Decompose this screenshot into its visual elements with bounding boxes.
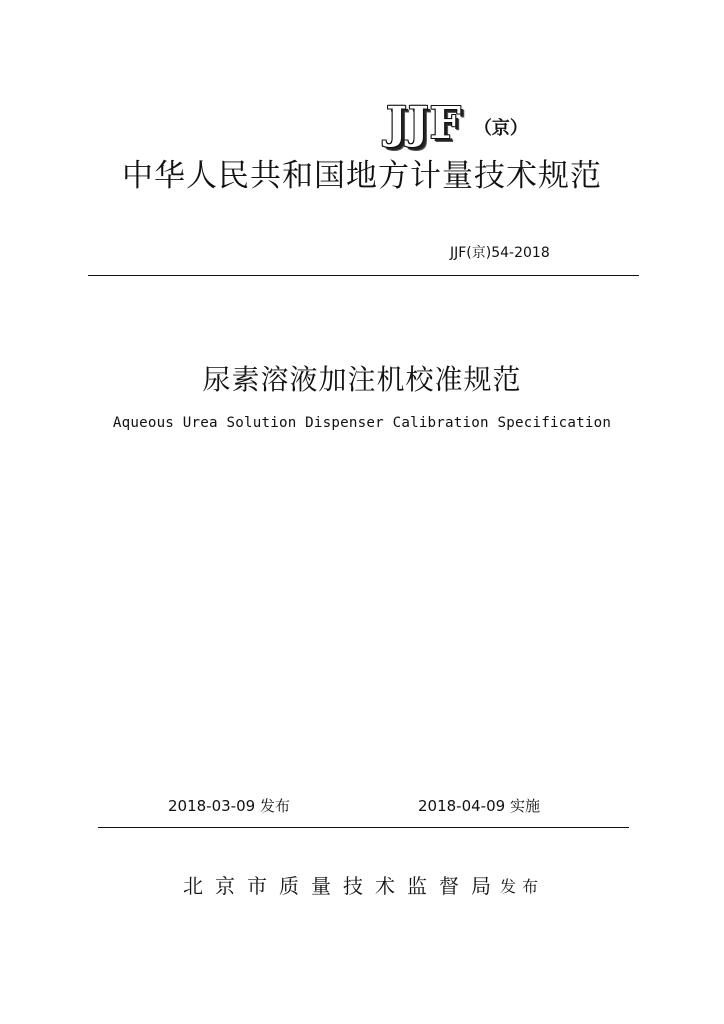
standard-code: JJF(京)54-2018 [450,245,550,261]
publish-date: 2018-03-09 发布 [168,797,290,815]
document-title: 尿素溶液加注机校准规范 [202,363,522,396]
jjf-logo [386,96,528,149]
bottom-divider [98,827,629,828]
top-divider [88,275,639,276]
document-title-english: Aqueous Urea Solution Dispenser Calibration Specification [112,415,612,431]
effective-date: 2018-04-09 实施 [418,797,540,815]
logo-text: JJF [386,98,462,149]
issuer-action: 发布 [500,877,545,896]
standard-series-title: 中华人民共和国地方计量技术规范 [122,158,602,194]
issuer-name: 北京市质量技术监督局 [183,874,503,898]
logo-suffix: （京） [473,118,528,139]
